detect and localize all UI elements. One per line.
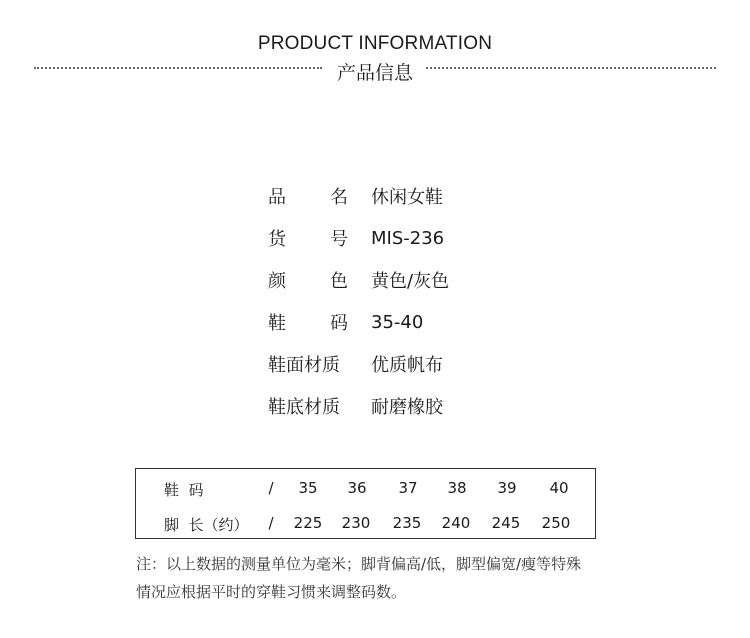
length-cell: 250	[541, 514, 571, 532]
info-row-item-number	[268, 217, 449, 259]
label-text: 鞋面材质	[268, 355, 340, 376]
size-cell: 39	[497, 479, 517, 497]
header-title-zh: 产品信息	[336, 62, 413, 84]
label-char: 名	[330, 187, 348, 208]
label-char: 鞋	[268, 313, 286, 334]
size-note	[136, 550, 616, 606]
info-row-color	[268, 259, 449, 301]
length-cell: 235	[392, 514, 422, 532]
row-slash: /	[268, 479, 274, 497]
size-cell: 38	[447, 479, 467, 497]
info-label	[268, 309, 348, 335]
row-label: 鞋 码	[164, 481, 204, 499]
size-cell: 36	[347, 479, 367, 497]
info-row-size	[268, 301, 449, 343]
info-value: 休闲女鞋	[371, 187, 443, 208]
label-text: 鞋底材质	[268, 397, 340, 418]
info-label	[268, 267, 348, 293]
info-value: MIS-236	[371, 227, 445, 249]
info-row-sole-material	[268, 385, 449, 427]
size-table	[135, 468, 596, 539]
size-cell: 37	[398, 479, 418, 497]
info-value: 黄色/灰色	[371, 271, 450, 292]
info-value: 耐磨橡胶	[371, 397, 443, 418]
label-char: 品	[268, 187, 286, 208]
info-value: 35-40	[371, 311, 424, 333]
info-label	[268, 351, 348, 377]
product-info-list	[268, 175, 449, 427]
label-char: 码	[330, 313, 348, 334]
info-row-name	[268, 175, 449, 217]
note-line: 情况应根据平时的穿鞋习惯来调整码数。	[136, 583, 407, 601]
row-label: 脚 长（约）	[164, 516, 249, 534]
label-char: 货	[268, 229, 286, 250]
length-cell: 245	[491, 514, 521, 532]
label-char: 颜	[268, 271, 286, 292]
length-cell: 225	[293, 514, 323, 532]
length-cell: 230	[341, 514, 371, 532]
row-slash: /	[268, 514, 274, 532]
note-line: 注：以上数据的测量单位为毫米；脚背偏高/低，脚型偏宽/瘦等特殊	[136, 555, 582, 573]
info-label	[268, 225, 348, 251]
info-label	[268, 393, 348, 419]
size-table-row-size	[136, 479, 595, 503]
size-table-row-foot-length	[136, 514, 595, 538]
size-cell: 40	[549, 479, 569, 497]
info-row-upper-material	[268, 343, 449, 385]
label-char: 号	[330, 229, 348, 250]
label-char: 色	[330, 271, 348, 292]
length-cell: 240	[441, 514, 471, 532]
header-divider-right	[426, 67, 716, 69]
info-value: 优质帆布	[371, 355, 443, 376]
header-title-en: PRODUCT INFORMATION	[257, 33, 493, 54]
info-label	[268, 183, 348, 209]
size-cell: 35	[298, 479, 318, 497]
